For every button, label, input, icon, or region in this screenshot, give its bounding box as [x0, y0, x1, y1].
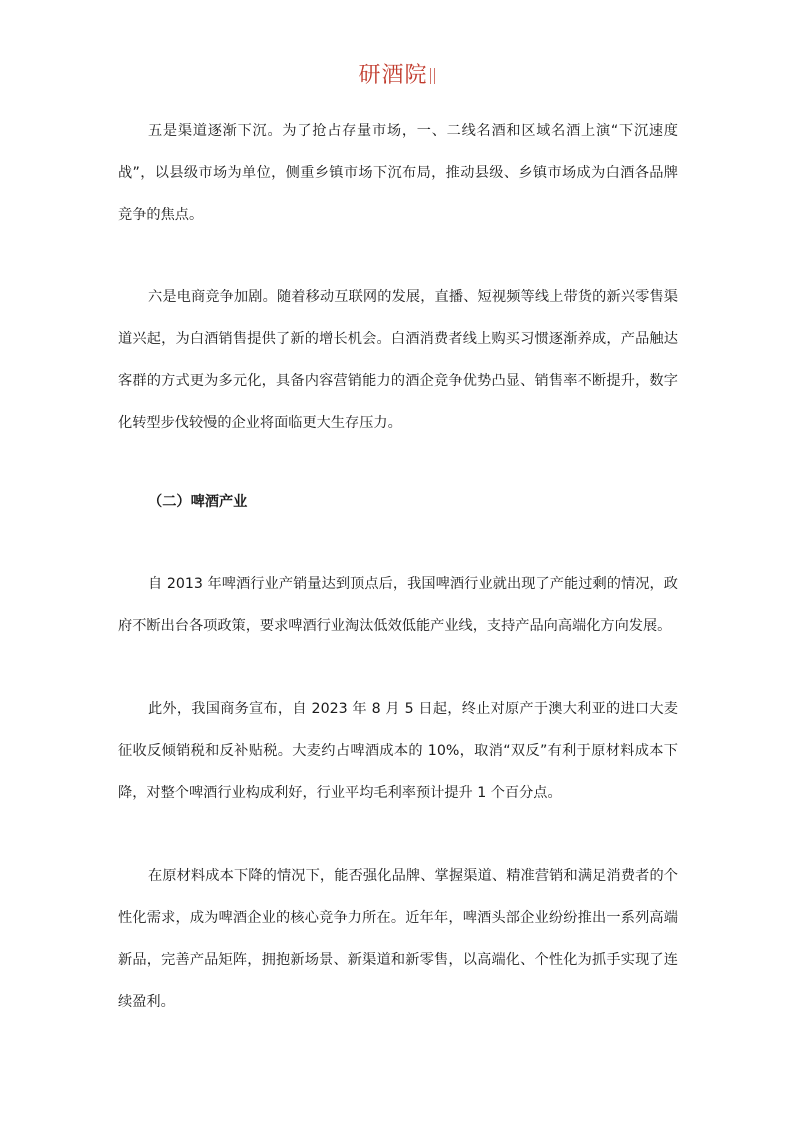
logo-text: 研酒院 [358, 63, 428, 88]
paragraph-channel-sinking: 五是渠道逐渐下沉。为了抢占存量市场，一、二线名酒和区域名酒上演“下沉速度战”，以县级市场为单位，侧重乡镇市场下沉布局，推动县级、乡镇市场成为白酒各品牌竞争的焦点。 [118, 123, 678, 223]
paragraph-ecommerce: 六是电商竞争加剧。随着移动互联网的发展，直播、短视频等线上带货的新兴零售渠道兴起，为白酒销售提供了新的增长机会。白酒消费者线上购买习惯逐渐养成，产品触达客群的方式更为多元化，具备内容营销能力的酒企竞争优势凸显、销售率不断提升，数字化转型步伐较慢的企业将面临更大生存压力。 [118, 289, 678, 431]
paragraph-core-competitiveness: 在原材料成本下降的情况下，能否强化品牌、掌握渠道、精准营销和满足消费者的个性化需求，成为啤酒企业的核心竞争力所在。近年年，啤酒头部企业纷纷推出一系列高端新品，完善产品矩阵，拥抱新场景、新渠道和新零售，以高端化、个性化为抓手实现了连续盈利。 [118, 868, 678, 1010]
logo-mark-icon [430, 68, 435, 84]
brand-logo [0, 58, 793, 89]
paragraph-beer-overcapacity: 自 2013 年啤酒行业产销量达到顶点后，我国啤酒行业就出现了产能过剩的情况，政府不断出台各项政策，要求啤酒行业淘汰低效低能产业线，支持产品向高端化方向发展。 [118, 576, 678, 634]
paragraph-barley-tariff: 此外，我国商务宣布，自 2023 年 8 月 5 日起，终止对原产于澳大利亚的进口大麦征收反倾销税和反补贴税。大麦约占啤酒成本的 10%，取消“双反”有利于原材料成本下降，对整个啤酒行业构成利好，行业平均毛利率预计提升 1 个百分点。 [118, 701, 678, 801]
section-heading-beer: （二）啤酒产业 [148, 494, 248, 510]
